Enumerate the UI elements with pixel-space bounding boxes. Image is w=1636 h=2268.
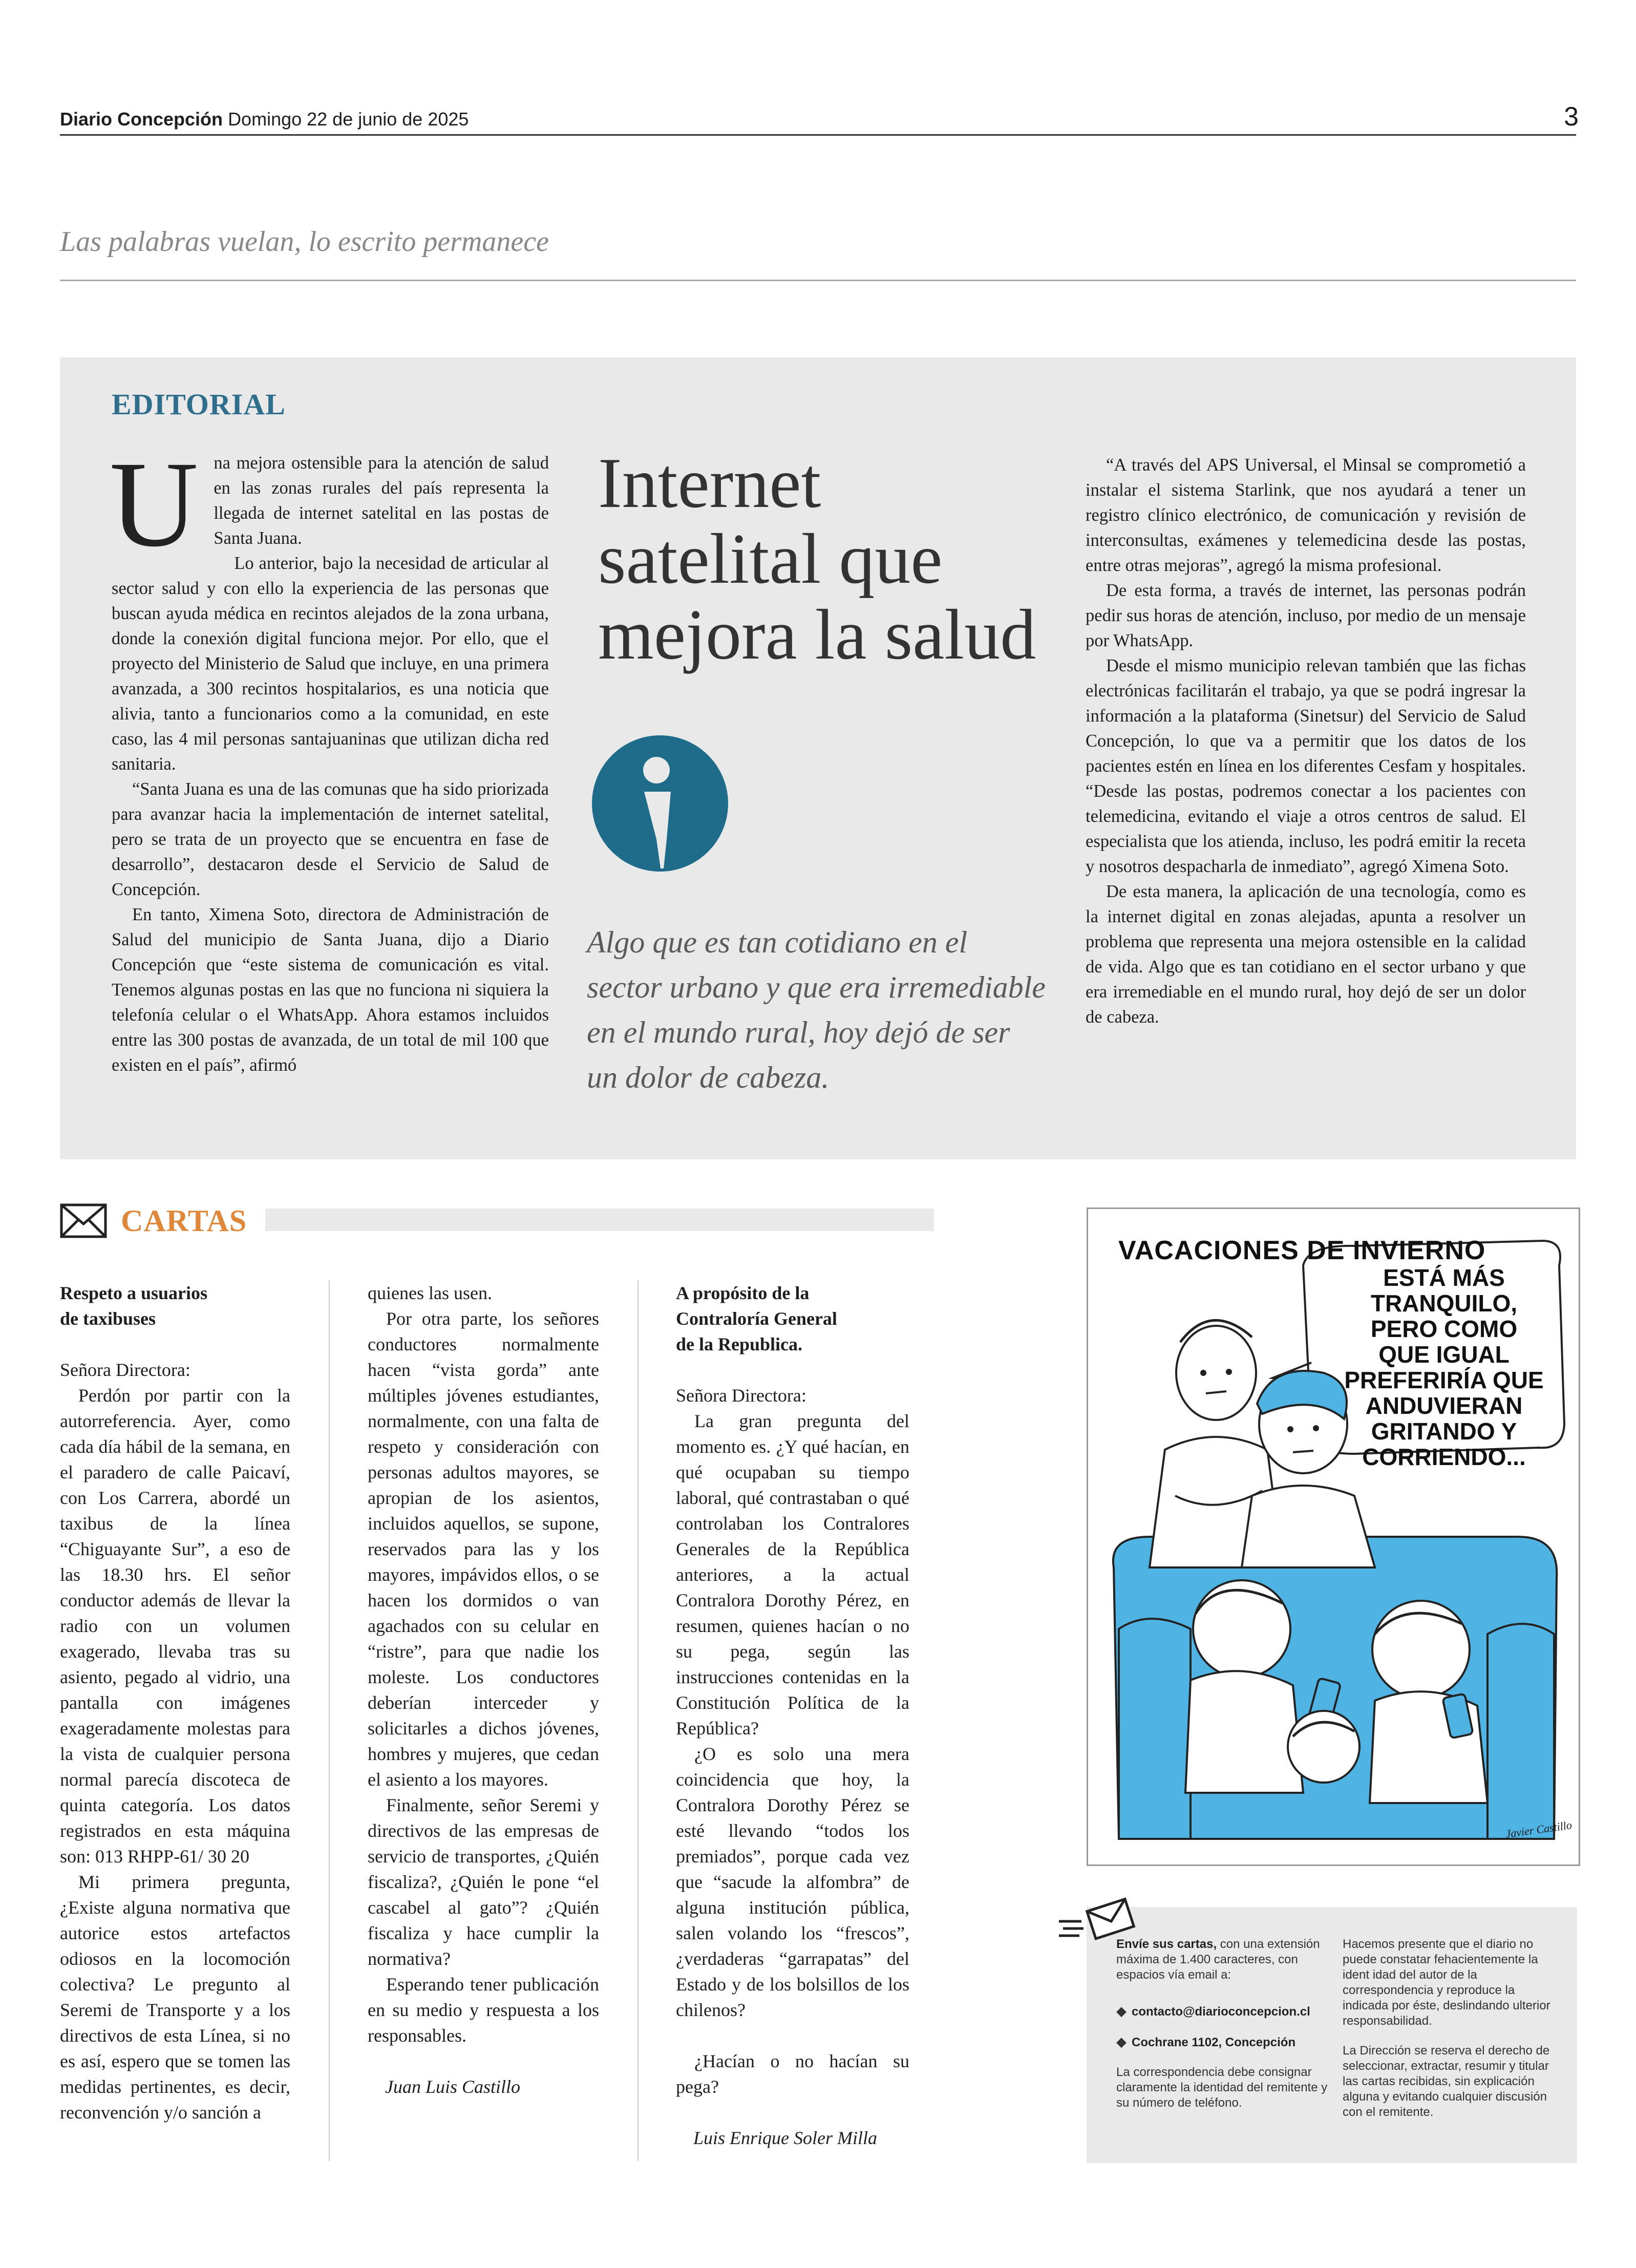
cartas-bar xyxy=(265,1209,934,1231)
letter-title: A propósito de la Contraloría General de la Republica. xyxy=(676,1283,837,1354)
cartoon-speech-bubble: ESTÁ MÁS TRANQUILO, PERO COMO QUE IGUAL PREFERIRÍA QUE ANDUVIERAN GRITANDO Y CORRIENDO... xyxy=(1344,1264,1544,1470)
letter-1-continued xyxy=(368,1280,599,2100)
letter-title: Respeto a usuarios de taxibuses xyxy=(60,1283,208,1329)
letter-2 xyxy=(676,1280,909,2151)
editorial-paragraph: Desde el mismo municipio relevan también que las fichas electrónicas facilitarán el trabajo, ya que se podrá ingresar la información a la plataforma (Sinetsur) del Servicio de Salud Concepción, lo que va a permitir que los datos de los pacientes estén en línea en los diferentes Cesfam y hospitales. “Desde las postas, podremos conectar a los pacientes con telemedicina, evitando el viaje a otros centros de salud. El especialista que los atienda, incluso, les podrá emitir la receta y nosotros despacharla de inmediato”, agregó Ximena Soto. xyxy=(1086,656,1526,876)
info-icon xyxy=(591,734,729,873)
cartoon-title: VACACIONES DE INVIERNO xyxy=(1118,1236,1486,1265)
letter-paragraph: Perdón por partir con la autorreferencia. Ayer, como cada día hábil de la semana, en el paradero de calle Paicaví, con Los Carrera, abordé un taxibus de la línea “Chiguayante Sur”, a eso de las 18.30 hrs. El señor conductor además de llevar la radio con un volumen exagerado, llevaba tras su asiento, pegado al vidrio, una pantalla con imágenes exageradamente molestas para la vista de cualquier persona normal parecía discoteca de quinta categoría. Los datos registrados en esta máquina son: 013 RHPP-61/ 30 20 xyxy=(60,1385,290,1867)
contact-email[interactable]: contacto@diarioconcepcion.cl xyxy=(1132,2005,1310,2019)
editorial-paragraph: De esta forma, a través de internet, las personas podrán pedir sus horas de atención, incluso, por medio de un mensaje por WhatsApp. xyxy=(1086,581,1526,650)
section-motto: Las palabras vuelan, lo escrito permanece xyxy=(60,226,549,258)
info-right-column xyxy=(1343,1937,1558,2134)
letter-paragraph: ¿Hacían o no hacían su pega? xyxy=(676,2051,909,2097)
envelope-icon xyxy=(60,1203,107,1238)
contact-address: Cochrane 1102, Concepción xyxy=(1132,2036,1296,2049)
rights-text: La Dirección se reserva el derecho de seleccionar, extractar, resumir y titular las cartas recibidas, sin explicación alguna y evitando cualquier discusión con el remitente. xyxy=(1343,2044,1550,2119)
disclaimer-text: Hacemos presente que el diario no puede constatar fehacientemente la ident idad del autor de la correspondencia y reproduce la indicada por éste, deslindando ulterior responsabilidad. xyxy=(1343,1937,1550,2028)
diamond-bullet-icon: ◆ xyxy=(1116,2034,1127,2049)
letter-paragraph: Finalmente, señor Seremi y directivos de las empresas de servicio de transportes, ¿Quién fiscaliza?, ¿Quién le pone “el cascabel al gato”? ¿Quién fiscaliza y hace cumplir la normativa? xyxy=(368,1795,599,1969)
editorial-column-3 xyxy=(1086,453,1526,1118)
page-number: 3 xyxy=(1564,102,1579,132)
letter-signature: Juan Luis Castillo xyxy=(385,2076,521,2097)
editorial-paragraph: Lo anterior, bajo la necesidad de articular al sector salud y con ello la experiencia de las personas que buscan ayuda médica en recintos alejados de la zona urbana, donde la conexión digital funciona mejor. Por ello, que el proyecto del Ministerio de Salud que incluye, en una primera avanzada, a 300 recintos hospitalarios, es una noticia que alivia, tanto a funcionarios como a la comunidad, en este caso, las 4 mil personas santajuaninas que utilizan dicha red sanitaria. xyxy=(112,554,549,774)
drop-cap: U xyxy=(110,436,199,572)
issue-date: Domingo 22 de junio de 2025 xyxy=(228,109,469,130)
address-line xyxy=(1116,2034,1331,2050)
cartas-label: CARTAS xyxy=(121,1204,247,1238)
letter-paragraph: Mi primera pregunta, ¿Existe alguna normativa que autorice estos artefactos odiosos en la locomoción colectiva? Le pregunto al Seremi de Transporte y a los directivos de esta Línea, si no es así, espero que se tomen las medidas pertinentes, es decir, reconvención y/o sanción a xyxy=(60,1872,290,2123)
letter-paragraph: Esperando tener publicación en su medio y respuesta a los responsables. xyxy=(368,1974,599,2046)
letter-salutation: Señora Directora: xyxy=(676,1385,806,1406)
editorial-pull-quote: Algo que es tan cotidiano en el sector urbano y que era irremediable en el mundo rural, hoy dejó de ser un dolor de cabeza. xyxy=(587,925,1046,1094)
editorial-paragraph: “A través del APS Universal, el Minsal se comprometió a instalar el sistema Starlink, que nos ayudará a tener un registro clínico electrónico, de comunicación y revisión de interconsultas, exámenes y telemedicina desde las postas, entre otras mejoras”, agregó la misma profesional. xyxy=(1086,455,1526,575)
letter-paragraph: La gran pregunta del momento es. ¿Y qué hacían, en qué ocupaban su tiempo laboral, qué contrastaban o qué controlaban los Contralores Generales de la República anteriores, a la actual Contralora Dorothy Pérez, en resumen, quienes hacían o no su pega, según las instrucciones contenidas en la Constitución Política de la República? xyxy=(676,1411,909,1739)
diamond-bullet-icon: ◆ xyxy=(1116,2003,1127,2019)
header-divider xyxy=(60,134,1576,136)
editorial-first-paragraph: Una mejora ostensible para la atención de salud en las zonas rurales del país representa la llegada de internet satelital en las postas de Santa Juana. xyxy=(110,436,549,572)
letter-signature: Luis Enrique Soler Milla xyxy=(693,2128,877,2148)
letter-paragraph: ¿O es solo una mera coincidencia que hoy, la Contralora Dorothy Pérez se esté llevando “todos los premiados”, porque cada vez que “sacude la alfombra” de alguna institución pública, salen volando los “frescos”, ¿verdaderas “garrapatas” del Estado y de los bolsillos de los chilenos? xyxy=(676,1744,909,2020)
editorial-label: EDITORIAL xyxy=(112,388,286,421)
letter-paragraph: Por otra parte, los señores conductores normalmente hacen “vista gorda” ante múltiples jóvenes estudiantes, normalmente, con una falta de respeto y consideración con personas adultos mayores, se apropian de los asientos, incluidos aquellos, se supone, reservados para las y los mayores, impávidos ellos, o se hacen los dormidos o van agachados con su celular en “ristre”, para que nadie los moleste. Los conductores deberían interceder y solicitarles a dichos jóvenes, hombres y mujeres, que cedan el asiento a los mayores. xyxy=(368,1308,599,1790)
editorial-paragraph: De esta manera, la aplicación de una tecnología, como es la internet digital en zonas alejadas, apunta a resolver un problema que representa una mejora ostensible en la calidad de vida. Algo que es tan cotidiano en el sector urbano y que era irremediable en el mundo rural, hoy dejó de ser un dolor de cabeza. xyxy=(1086,882,1526,1027)
column-divider xyxy=(638,1280,639,2161)
send-instructions: Envíe sus cartas, con una extensión máxima de 1.400 caracteres, con espacios vía email a: xyxy=(1116,1937,1320,1982)
info-left-column xyxy=(1116,1937,1331,2125)
letter-paragraph: quienes las usen. xyxy=(368,1283,492,1303)
editorial-paragraph: “Santa Juana es una de las comunas que ha sido priorizada para avanzar hacia la implementación de internet satelital, pero se trata de un proyecto que se encuentra en fase de desarrollo”, destacaron desde el Servicio de Salud de Concepción. xyxy=(112,779,549,899)
letter-salutation: Señora Directora: xyxy=(60,1360,190,1380)
email-line xyxy=(1116,2003,1331,2020)
editorial-column-1 xyxy=(110,436,549,1116)
identity-note: La correspondencia debe consignar claramente la identidad del remitente y su número de teléfono. xyxy=(1116,2065,1328,2110)
column-divider xyxy=(329,1280,330,2161)
cartoon-signature: Javier Castillo xyxy=(1504,1818,1573,1840)
newspaper-name: Diario Concepción xyxy=(60,109,223,130)
editorial-paragraph: En tanto, Ximena Soto, directora de Administración de Salud del municipio de Santa Juana, dijo a Diario Concepción que “este sistema de comunicación es vital. Tenemos algunas postas en las que no funciona ni siquiera la telefonía celular o el WhatsApp. Ahora estamos incluidos entre las 300 postas de avanzada, de un total de mil 100 que existen en el país”, afirmó xyxy=(112,905,549,1075)
motto-divider xyxy=(60,280,1576,281)
page-header xyxy=(60,109,469,130)
editorial-headline: Internet satelital que mejora la salud xyxy=(598,443,1036,674)
letter-1 xyxy=(60,1280,290,2125)
